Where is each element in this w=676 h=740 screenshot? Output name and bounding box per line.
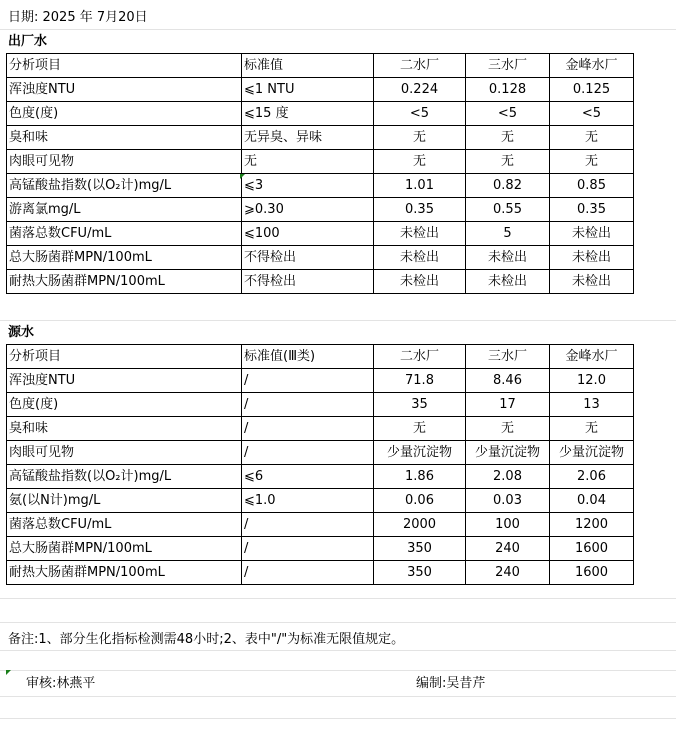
- outlet-water-table: [6, 53, 634, 294]
- table-cell: 未检出: [374, 222, 466, 246]
- table-cell: 菌落总数CFU/mL: [7, 513, 242, 537]
- table-cell: 少量沉淀物: [466, 441, 550, 465]
- table-cell: 71.8: [374, 369, 466, 393]
- table-cell: 未检出: [374, 246, 466, 270]
- table-cell: 100: [466, 513, 550, 537]
- table-cell: 240: [466, 537, 550, 561]
- table-cell: ⩽15 度: [242, 102, 374, 126]
- table-cell: 2.08: [466, 465, 550, 489]
- table-row: [7, 537, 634, 561]
- table-cell: 0.06: [374, 489, 466, 513]
- table-cell: 0.125: [550, 78, 634, 102]
- table-cell: 未检出: [550, 270, 634, 294]
- table-row: [7, 198, 634, 222]
- table-row: [7, 246, 634, 270]
- table-cell: /: [242, 537, 374, 561]
- table-cell: 未检出: [550, 222, 634, 246]
- table-row: [7, 174, 634, 198]
- table-cell: 臭和味: [7, 126, 242, 150]
- table-cell: 游离氯mg/L: [7, 198, 242, 222]
- table-cell: 2.06: [550, 465, 634, 489]
- table-cell: 总大肠菌群MPN/100mL: [7, 246, 242, 270]
- table-cell: 总大肠菌群MPN/100mL: [7, 537, 242, 561]
- reviewer-label: 审核:林燕平: [26, 676, 96, 691]
- table-cell: 无: [466, 150, 550, 174]
- table-cell: /: [242, 393, 374, 417]
- table-row: [7, 417, 634, 441]
- table-cell: 耐热大肠菌群MPN/100mL: [7, 561, 242, 585]
- table-cell: 无: [550, 417, 634, 441]
- table-cell: 2000: [374, 513, 466, 537]
- table-row: [7, 393, 634, 417]
- table-cell: 无: [374, 417, 466, 441]
- table-row: [7, 465, 634, 489]
- table-row: [7, 369, 634, 393]
- table-cell: 1.86: [374, 465, 466, 489]
- editor-label: 编制:吴昔芹: [416, 676, 486, 691]
- table-cell: /: [242, 369, 374, 393]
- table-cell: 标准值: [242, 54, 374, 78]
- table-cell: 1600: [550, 537, 634, 561]
- table-cell: 0.04: [550, 489, 634, 513]
- table-cell: 标准值(Ⅲ类): [242, 345, 374, 369]
- table-cell: 分析项目: [7, 54, 242, 78]
- table-cell: 0.35: [550, 198, 634, 222]
- table-cell: 菌落总数CFU/mL: [7, 222, 242, 246]
- table-cell: 未检出: [466, 246, 550, 270]
- remark-note: 备注:1、部分生化指标检测需48小时;2、表中"/"为标准无限值规定。: [8, 632, 405, 647]
- table-row: [7, 126, 634, 150]
- table-cell: 高锰酸盐指数(以O₂计)mg/L: [7, 465, 242, 489]
- table-cell: 不得检出: [242, 270, 374, 294]
- table-cell: 无异臭、异味: [242, 126, 374, 150]
- table-cell: 1.01: [374, 174, 466, 198]
- table-cell: 分析项目: [7, 345, 242, 369]
- table-cell: 17: [466, 393, 550, 417]
- table-cell: <5: [550, 102, 634, 126]
- source-section-title: 源水: [8, 325, 35, 340]
- table-cell: <5: [374, 102, 466, 126]
- table-cell: 色度(度): [7, 102, 242, 126]
- table-cell: 少量沉淀物: [550, 441, 634, 465]
- table-cell: 臭和味: [7, 417, 242, 441]
- table-cell: 浑浊度NTU: [7, 369, 242, 393]
- table-row: [7, 222, 634, 246]
- table-cell: 肉眼可见物: [7, 150, 242, 174]
- table-cell: 高锰酸盐指数(以O₂计)mg/L: [7, 174, 242, 198]
- table-cell: 二水厂: [374, 345, 466, 369]
- table-row: [7, 150, 634, 174]
- table-cell: 8.46: [466, 369, 550, 393]
- table-cell: 耐热大肠菌群MPN/100mL: [7, 270, 242, 294]
- table-row: [7, 270, 634, 294]
- table-cell: 色度(度): [7, 393, 242, 417]
- grid-line: [0, 650, 676, 651]
- table-cell: ⩽3: [242, 174, 374, 198]
- table-cell: /: [242, 417, 374, 441]
- table-cell: 240: [466, 561, 550, 585]
- table-row: [7, 102, 634, 126]
- table-row: [7, 513, 634, 537]
- table-cell: 无: [466, 126, 550, 150]
- table-cell: 5: [466, 222, 550, 246]
- table-cell: 1200: [550, 513, 634, 537]
- grid-line: [0, 696, 676, 697]
- table-cell: 无: [466, 417, 550, 441]
- table-cell: 未检出: [550, 246, 634, 270]
- table-cell: 氨(以N计)mg/L: [7, 489, 242, 513]
- table-row: [7, 441, 634, 465]
- table-cell: 无: [242, 150, 374, 174]
- table-cell: <5: [466, 102, 550, 126]
- table-row: [7, 78, 634, 102]
- table-cell: 未检出: [374, 270, 466, 294]
- cell-comment-marker: [240, 174, 245, 179]
- table-header-row: [7, 345, 634, 369]
- table-cell: 13: [550, 393, 634, 417]
- table-cell: 金峰水厂: [550, 345, 634, 369]
- table-cell: 0.224: [374, 78, 466, 102]
- outlet-section-title: 出厂水: [8, 34, 48, 49]
- grid-line: [0, 670, 676, 671]
- table-cell: 无: [374, 150, 466, 174]
- table-cell: 浑浊度NTU: [7, 78, 242, 102]
- table-cell: 无: [550, 150, 634, 174]
- table-cell: ⩽100: [242, 222, 374, 246]
- table-cell: 350: [374, 537, 466, 561]
- table-cell: 0.82: [466, 174, 550, 198]
- table-cell: 二水厂: [374, 54, 466, 78]
- signature-row: [0, 672, 676, 696]
- table-cell: ⩽6: [242, 465, 374, 489]
- table-cell: /: [242, 561, 374, 585]
- table-cell: 无: [374, 126, 466, 150]
- table-cell: 不得检出: [242, 246, 374, 270]
- table-cell: /: [242, 513, 374, 537]
- table-cell: 金峰水厂: [550, 54, 634, 78]
- table-cell: 1600: [550, 561, 634, 585]
- table-row: [7, 489, 634, 513]
- table-header-row: [7, 54, 634, 78]
- table-cell: 三水厂: [466, 345, 550, 369]
- grid-line: [0, 598, 676, 599]
- table-cell: 少量沉淀物: [374, 441, 466, 465]
- table-cell: 35: [374, 393, 466, 417]
- table-cell: 350: [374, 561, 466, 585]
- table-cell: 三水厂: [466, 54, 550, 78]
- table-cell: ⩽1.0: [242, 489, 374, 513]
- grid-line: [0, 718, 676, 719]
- grid-line: [0, 622, 676, 623]
- report-date: 日期: 2025 年 7月20日: [8, 10, 148, 25]
- table-cell: ⩾0.30: [242, 198, 374, 222]
- table-cell: 0.128: [466, 78, 550, 102]
- table-cell: 0.85: [550, 174, 634, 198]
- table-cell: 0.03: [466, 489, 550, 513]
- table-row: [7, 561, 634, 585]
- table-cell: 未检出: [466, 270, 550, 294]
- source-water-table: [6, 344, 634, 585]
- table-cell: 无: [550, 126, 634, 150]
- table-cell: ⩽1 NTU: [242, 78, 374, 102]
- table-cell: 0.35: [374, 198, 466, 222]
- table-cell: /: [242, 441, 374, 465]
- table-cell: 12.0: [550, 369, 634, 393]
- table-cell: 肉眼可见物: [7, 441, 242, 465]
- table-cell: 0.55: [466, 198, 550, 222]
